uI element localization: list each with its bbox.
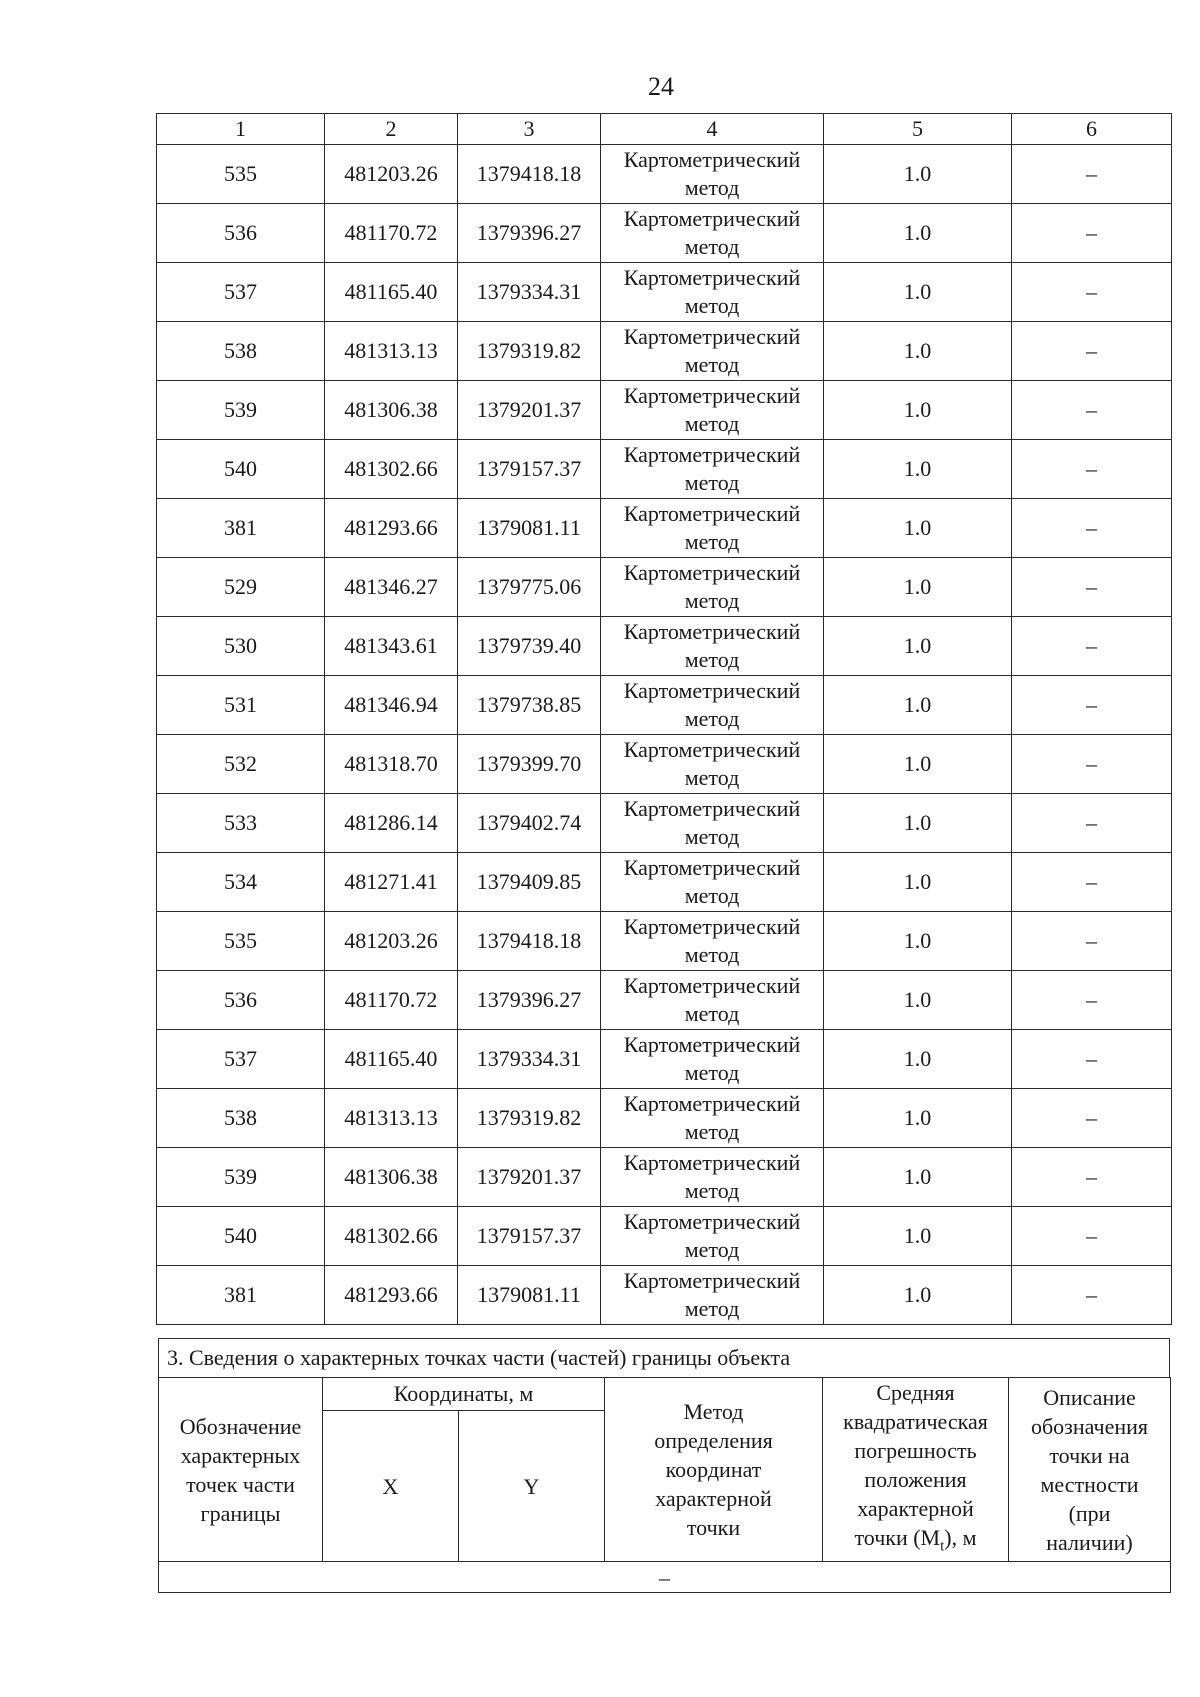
- header-line: наличии): [1046, 1529, 1133, 1555]
- header-line: точек части: [186, 1471, 295, 1497]
- header-line: характерных: [180, 1442, 301, 1468]
- description-cell: –: [1012, 558, 1172, 617]
- point-cell: 533: [157, 794, 325, 853]
- part-boundary-points-table: [158, 1377, 1171, 1593]
- method-cell: [601, 145, 824, 204]
- description-cell: –: [1012, 499, 1172, 558]
- method-line: метод: [684, 470, 740, 495]
- x-coordinate-cell: 481313.13: [325, 322, 458, 381]
- error-cell: 1.0: [824, 735, 1012, 794]
- point-cell: 532: [157, 735, 325, 794]
- x-coordinate-cell: 481346.94: [325, 676, 458, 735]
- y-coordinate-cell: 1379738.85: [458, 676, 601, 735]
- description-cell: –: [1012, 381, 1172, 440]
- error-cell: 1.0: [824, 617, 1012, 676]
- y-coordinate-cell: 1379157.37: [458, 1207, 601, 1266]
- method-line: метод: [684, 942, 740, 967]
- x-coordinate-cell: 481302.66: [325, 440, 458, 499]
- header-error: [823, 1378, 1009, 1562]
- method-line: метод: [684, 1178, 740, 1203]
- error-cell: 1.0: [824, 145, 1012, 204]
- point-cell: 381: [157, 499, 325, 558]
- header-line: границы: [200, 1500, 281, 1526]
- empty-value: –: [159, 1562, 1171, 1593]
- method-cell: [601, 971, 824, 1030]
- column-number: 4: [601, 114, 824, 145]
- error-cell: 1.0: [824, 440, 1012, 499]
- method-line: метод: [684, 293, 740, 318]
- description-cell: –: [1012, 1148, 1172, 1207]
- point-cell: 530: [157, 617, 325, 676]
- method-cell: [601, 676, 824, 735]
- x-coordinate-cell: 481170.72: [325, 971, 458, 1030]
- error-cell: 1.0: [824, 794, 1012, 853]
- x-coordinate-cell: 481286.14: [325, 794, 458, 853]
- point-cell: 537: [157, 263, 325, 322]
- method-line: метод: [684, 588, 740, 613]
- empty-row: [159, 1562, 1171, 1593]
- table-row: [157, 1089, 1172, 1148]
- header-line: характерной: [857, 1496, 974, 1521]
- header-line: точки (M: [854, 1525, 941, 1550]
- header-line: координат: [665, 1457, 762, 1483]
- column-number: 3: [458, 114, 601, 145]
- description-cell: –: [1012, 145, 1172, 204]
- error-cell: 1.0: [824, 381, 1012, 440]
- description-cell: –: [1012, 971, 1172, 1030]
- column-number: 5: [824, 114, 1012, 145]
- error-cell: 1.0: [824, 263, 1012, 322]
- error-cell: 1.0: [824, 676, 1012, 735]
- header-line: квадратическая: [843, 1409, 988, 1434]
- method-line: метод: [684, 765, 740, 790]
- method-cell: [601, 263, 824, 322]
- error-cell: 1.0: [824, 558, 1012, 617]
- point-cell: 537: [157, 1030, 325, 1089]
- header-point-designation: [159, 1378, 323, 1562]
- method-line: Картометрический: [623, 914, 801, 939]
- method-line: метод: [684, 175, 740, 200]
- method-cell: [601, 322, 824, 381]
- page-number: 24: [648, 72, 674, 101]
- description-cell: –: [1012, 794, 1172, 853]
- y-coordinate-cell: 1379319.82: [458, 1089, 601, 1148]
- method-line: метод: [684, 1237, 740, 1262]
- header-line: положения: [864, 1467, 967, 1492]
- column-number: 1: [157, 114, 325, 145]
- header-coordinates: Координаты, м: [323, 1378, 605, 1411]
- table-row: [157, 322, 1172, 381]
- description-cell: –: [1012, 1030, 1172, 1089]
- method-cell: [601, 440, 824, 499]
- point-cell: 381: [157, 1266, 325, 1325]
- table-row: [157, 1207, 1172, 1266]
- y-coordinate-cell: 1379081.11: [458, 499, 601, 558]
- table-row: [157, 558, 1172, 617]
- header-line: определения: [654, 1428, 773, 1454]
- method-cell: [601, 1148, 824, 1207]
- error-cell: 1.0: [824, 853, 1012, 912]
- method-line: Картометрический: [623, 1209, 801, 1234]
- table-row: [157, 912, 1172, 971]
- y-coordinate-cell: 1379775.06: [458, 558, 601, 617]
- header-line: характерной: [655, 1486, 772, 1512]
- boundary-points-table: [156, 113, 1172, 1325]
- y-coordinate-cell: 1379418.18: [458, 912, 601, 971]
- table-row: [157, 145, 1172, 204]
- description-cell: –: [1012, 912, 1172, 971]
- error-cell: 1.0: [824, 1148, 1012, 1207]
- method-cell: [601, 1030, 824, 1089]
- method-line: Картометрический: [623, 678, 801, 703]
- method-cell: [601, 1266, 824, 1325]
- error-cell: 1.0: [824, 1030, 1012, 1089]
- column-number: 2: [325, 114, 458, 145]
- method-line: метод: [684, 647, 740, 672]
- x-coordinate-cell: 481302.66: [325, 1207, 458, 1266]
- method-cell: [601, 1207, 824, 1266]
- error-cell: 1.0: [824, 1089, 1012, 1148]
- method-cell: [601, 617, 824, 676]
- description-cell: –: [1012, 1266, 1172, 1325]
- method-cell: [601, 794, 824, 853]
- header-method: [605, 1378, 823, 1562]
- description-cell: –: [1012, 1207, 1172, 1266]
- method-line: Картометрический: [623, 1091, 801, 1116]
- method-line: Картометрический: [623, 501, 801, 526]
- point-cell: 535: [157, 145, 325, 204]
- y-coordinate-cell: 1379319.82: [458, 322, 601, 381]
- y-coordinate-cell: 1379399.70: [458, 735, 601, 794]
- description-cell: –: [1012, 676, 1172, 735]
- point-cell: 540: [157, 1207, 325, 1266]
- method-line: Картометрический: [623, 737, 801, 762]
- method-line: метод: [684, 883, 740, 908]
- method-cell: [601, 853, 824, 912]
- header-line: Метод: [683, 1399, 744, 1425]
- error-cell: 1.0: [824, 971, 1012, 1030]
- x-coordinate-cell: 481318.70: [325, 735, 458, 794]
- method-line: Картометрический: [623, 442, 801, 467]
- x-coordinate-cell: 481346.27: [325, 558, 458, 617]
- y-coordinate-cell: 1379157.37: [458, 440, 601, 499]
- method-line: Картометрический: [623, 1268, 801, 1293]
- column-number: 6: [1012, 114, 1172, 145]
- header-line: Обозначение: [179, 1413, 302, 1439]
- method-line: метод: [684, 1060, 740, 1085]
- header-line: ), м: [944, 1525, 977, 1550]
- x-coordinate-cell: 481293.66: [325, 1266, 458, 1325]
- point-cell: 535: [157, 912, 325, 971]
- description-cell: –: [1012, 204, 1172, 263]
- method-cell: [601, 499, 824, 558]
- x-coordinate-cell: 481203.26: [325, 912, 458, 971]
- column-number-row: [157, 114, 1172, 145]
- method-line: Картометрический: [623, 973, 801, 998]
- method-line: Картометрический: [623, 560, 801, 585]
- header-line: местности: [1040, 1471, 1139, 1497]
- method-line: Картометрический: [623, 1032, 801, 1057]
- header-x: X: [323, 1410, 459, 1562]
- point-cell: 531: [157, 676, 325, 735]
- method-line: метод: [684, 411, 740, 436]
- point-cell: 539: [157, 1148, 325, 1207]
- y-coordinate-cell: 1379081.11: [458, 1266, 601, 1325]
- table-row: [157, 381, 1172, 440]
- x-coordinate-cell: 481343.61: [325, 617, 458, 676]
- point-cell: 538: [157, 322, 325, 381]
- table-row: [157, 499, 1172, 558]
- description-cell: –: [1012, 617, 1172, 676]
- method-line: метод: [684, 1296, 740, 1321]
- x-coordinate-cell: 481271.41: [325, 853, 458, 912]
- table-row: [157, 735, 1172, 794]
- x-coordinate-cell: 481165.40: [325, 263, 458, 322]
- point-cell: 536: [157, 204, 325, 263]
- table-row: [157, 1030, 1172, 1089]
- method-line: метод: [684, 529, 740, 554]
- x-coordinate-cell: 481170.72: [325, 204, 458, 263]
- description-cell: –: [1012, 853, 1172, 912]
- method-cell: [601, 381, 824, 440]
- header-description: [1009, 1378, 1171, 1562]
- table-row: [157, 263, 1172, 322]
- x-coordinate-cell: 481306.38: [325, 381, 458, 440]
- error-cell: 1.0: [824, 912, 1012, 971]
- method-line: Картометрический: [623, 206, 801, 231]
- y-coordinate-cell: 1379396.27: [458, 971, 601, 1030]
- error-cell: 1.0: [824, 1207, 1012, 1266]
- x-coordinate-cell: 481293.66: [325, 499, 458, 558]
- method-line: Картометрический: [623, 619, 801, 644]
- method-line: Картометрический: [623, 324, 801, 349]
- table-row: [157, 617, 1172, 676]
- error-cell: 1.0: [824, 499, 1012, 558]
- method-line: метод: [684, 1119, 740, 1144]
- x-coordinate-cell: 481203.26: [325, 145, 458, 204]
- method-line: метод: [684, 824, 740, 849]
- table-row: [157, 440, 1172, 499]
- y-coordinate-cell: 1379418.18: [458, 145, 601, 204]
- header-line: точки на: [1049, 1442, 1130, 1468]
- y-coordinate-cell: 1379334.31: [458, 263, 601, 322]
- method-cell: [601, 558, 824, 617]
- method-cell: [601, 1089, 824, 1148]
- method-line: метод: [684, 706, 740, 731]
- y-coordinate-cell: 1379201.37: [458, 381, 601, 440]
- method-line: метод: [684, 234, 740, 259]
- x-coordinate-cell: 481165.40: [325, 1030, 458, 1089]
- point-cell: 538: [157, 1089, 325, 1148]
- header-line: Средняя: [876, 1380, 955, 1405]
- method-cell: [601, 912, 824, 971]
- description-cell: –: [1012, 263, 1172, 322]
- point-cell: 540: [157, 440, 325, 499]
- description-cell: –: [1012, 440, 1172, 499]
- table-row: [157, 676, 1172, 735]
- method-line: метод: [684, 1001, 740, 1026]
- y-coordinate-cell: 1379402.74: [458, 794, 601, 853]
- method-line: Картометрический: [623, 796, 801, 821]
- y-coordinate-cell: 1379334.31: [458, 1030, 601, 1089]
- description-cell: –: [1012, 735, 1172, 794]
- method-line: Картометрический: [623, 265, 801, 290]
- error-cell: 1.0: [824, 322, 1012, 381]
- point-cell: 529: [157, 558, 325, 617]
- method-line: метод: [684, 352, 740, 377]
- table-row: [157, 971, 1172, 1030]
- y-coordinate-cell: 1379409.85: [458, 853, 601, 912]
- method-line: Картометрический: [623, 855, 801, 880]
- method-cell: [601, 204, 824, 263]
- header-y: Y: [459, 1410, 605, 1562]
- table-row: [157, 204, 1172, 263]
- method-cell: [601, 735, 824, 794]
- header-line: Описание: [1043, 1384, 1136, 1410]
- method-line: Картометрический: [623, 1150, 801, 1175]
- header-subscript: t: [940, 1538, 945, 1555]
- table-row: [157, 853, 1172, 912]
- method-line: Картометрический: [623, 383, 801, 408]
- table-row: [157, 1266, 1172, 1325]
- error-cell: 1.0: [824, 1266, 1012, 1325]
- y-coordinate-cell: 1379201.37: [458, 1148, 601, 1207]
- error-cell: 1.0: [824, 204, 1012, 263]
- header-line: точки: [686, 1515, 741, 1541]
- y-coordinate-cell: 1379739.40: [458, 617, 601, 676]
- description-cell: –: [1012, 322, 1172, 381]
- x-coordinate-cell: 481313.13: [325, 1089, 458, 1148]
- header-line: погрешность: [854, 1438, 977, 1463]
- point-cell: 534: [157, 853, 325, 912]
- point-cell: 536: [157, 971, 325, 1030]
- description-cell: –: [1012, 1089, 1172, 1148]
- table-row: [157, 794, 1172, 853]
- point-cell: 539: [157, 381, 325, 440]
- method-line: Картометрический: [623, 147, 801, 172]
- table-row: [157, 1148, 1172, 1207]
- x-coordinate-cell: 481306.38: [325, 1148, 458, 1207]
- header-line: (при: [1068, 1500, 1111, 1526]
- section-3-title: 3. Сведения о характерных точках части (частей) границы объекта: [158, 1338, 1170, 1378]
- header-line: обозначения: [1030, 1413, 1149, 1439]
- y-coordinate-cell: 1379396.27: [458, 204, 601, 263]
